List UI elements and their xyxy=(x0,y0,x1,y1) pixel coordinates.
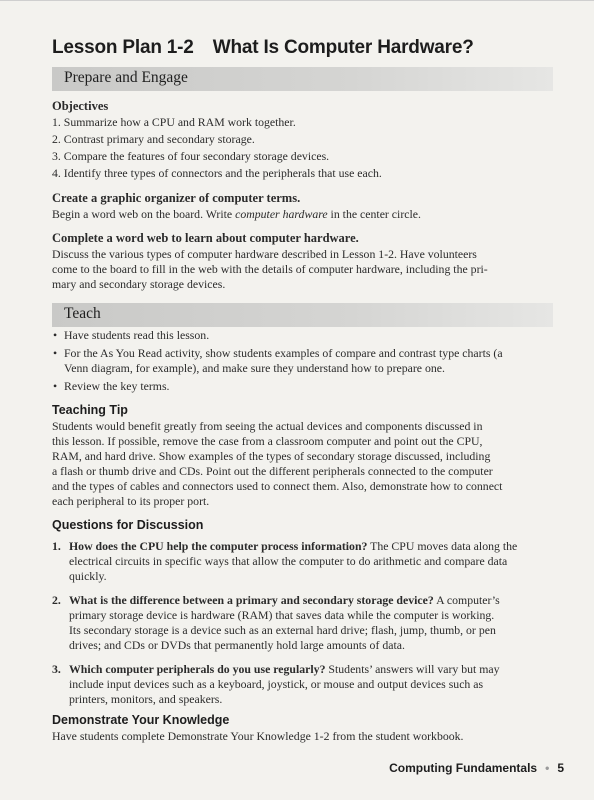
answer-line: Its secondary storage is a device such as an external hard drive; flash, jump, thumb, or pen xyxy=(69,623,496,637)
teach-bullet xyxy=(52,346,562,376)
answer-line: drives; and CDs or DVDs that permanently hold large amounts of data. xyxy=(69,638,405,652)
section-title-prepare: Prepare and Engage xyxy=(64,69,188,86)
organizer-heading: Create a graphic organizer of computer terms. xyxy=(52,191,301,205)
organizer-text xyxy=(52,207,421,222)
answer-line: Students’ answers will vary but may xyxy=(325,662,500,676)
teaching-tip-line: this lesson. If possible, remove the case from a classroom computer and point out the CPU, xyxy=(52,434,483,448)
answer-line: quickly. xyxy=(69,569,107,583)
objective-item: 2. Contrast primary and secondary storage. xyxy=(52,132,255,146)
answer-line: electrical circuits in specific ways that allow the computer to do arithmetic and compare data xyxy=(69,554,508,568)
wordweb-line: come to the board to fill in the web with the details of computer hardware, including the pri- xyxy=(52,262,488,276)
question-number: 2. xyxy=(52,593,61,607)
demonstrate-text: Have students complete Demonstrate Your Knowledge 1-2 from the student workbook. xyxy=(52,729,464,743)
teach-bullet-line: • Have students read this lesson. xyxy=(64,328,210,342)
answer-line: printers, monitors, and speakers. xyxy=(69,692,223,706)
discussion-heading: Questions for Discussion xyxy=(52,518,204,532)
wordweb-line: mary and secondary storage devices. xyxy=(52,277,226,291)
page-title xyxy=(52,37,474,59)
teaching-tip-line: a flash or thumb drive and CDs. Point out the different peripherals connected to the computer xyxy=(52,464,493,478)
answer-line: include input devices such as a keyboard, joystick, or mouse and output devices such as xyxy=(69,677,484,691)
question-text: Which computer peripherals do you use regularly? xyxy=(69,662,326,676)
objective-item: 1. Summarize how a CPU and RAM work together. xyxy=(52,115,296,129)
teaching-tip-heading: Teaching Tip xyxy=(52,403,128,417)
teach-bullet-line: • Review the key terms. xyxy=(64,379,170,393)
teach-bullet xyxy=(52,328,562,343)
teach-bullet-line: Venn diagram, for example), and make sure they understand how to prepare one. xyxy=(64,361,445,375)
wordweb-text xyxy=(52,247,562,292)
objective-item: 3. Compare the features of four secondary storage devices. xyxy=(52,149,330,163)
teaching-tip-text xyxy=(52,419,567,509)
question-number: 3. xyxy=(52,662,61,676)
teaching-tip-line: RAM, and hard drive. Show examples of the types of secondary storage discussed, including xyxy=(52,449,491,463)
organizer-text-italic: computer hardware xyxy=(235,207,328,221)
wordweb-heading: Complete a word web to learn about computer hardware. xyxy=(52,231,359,245)
lesson-number: Lesson Plan 1-2 xyxy=(52,37,194,58)
teach-bullet xyxy=(52,379,562,394)
answer-line: primary storage device is hardware (RAM) that saves data while the computer is working. xyxy=(69,608,495,622)
section-bar-prepare xyxy=(52,67,553,91)
organizer-text-start: Begin a word web on the board. Write xyxy=(52,207,236,221)
organizer-text-end: in the center circle. xyxy=(327,207,421,221)
footer-separator: • xyxy=(545,761,550,775)
answer-line: The CPU moves data along the xyxy=(367,539,518,553)
teaching-tip-line: each peripheral to its proper port. xyxy=(52,494,210,508)
section-bar-teach xyxy=(52,303,553,327)
discussion-questions xyxy=(52,539,567,716)
discussion-question xyxy=(52,662,567,707)
teaching-tip-line: Students would benefit greatly from seeing the actual devices and components discussed in xyxy=(52,419,483,433)
page-footer xyxy=(389,761,564,775)
question-text: What is the difference between a primary and secondary storage device? xyxy=(69,593,434,607)
teaching-tip-line: and the types of cables and connectors used to connect them. Also, demonstrate how to connect xyxy=(52,479,503,493)
question-text: How does the CPU help the computer process information? xyxy=(69,539,368,553)
discussion-question xyxy=(52,539,567,584)
wordweb-line: Discuss the various types of computer hardware described in Lesson 1-2. Have volunteers xyxy=(52,247,477,261)
teach-bullet-list xyxy=(52,328,562,397)
section-title-teach: Teach xyxy=(64,305,101,322)
objectives-list xyxy=(52,115,552,181)
lesson-name: What Is Computer Hardware? xyxy=(212,37,474,58)
teach-bullet-line: • For the As You Read activity, show students examples of compare and contrast type charts (a xyxy=(64,346,503,360)
demonstrate-heading: Demonstrate Your Knowledge xyxy=(52,713,230,727)
objective-item: 4. Identify three types of connectors and the peripherals that use each. xyxy=(52,166,382,180)
answer-line: A computer’s xyxy=(433,593,500,607)
book-title: Computing Fundamentals xyxy=(389,761,538,775)
question-number: 1. xyxy=(52,539,61,553)
discussion-question xyxy=(52,593,567,653)
page-number: 5 xyxy=(557,761,564,775)
objectives-heading: Objectives xyxy=(52,99,109,113)
